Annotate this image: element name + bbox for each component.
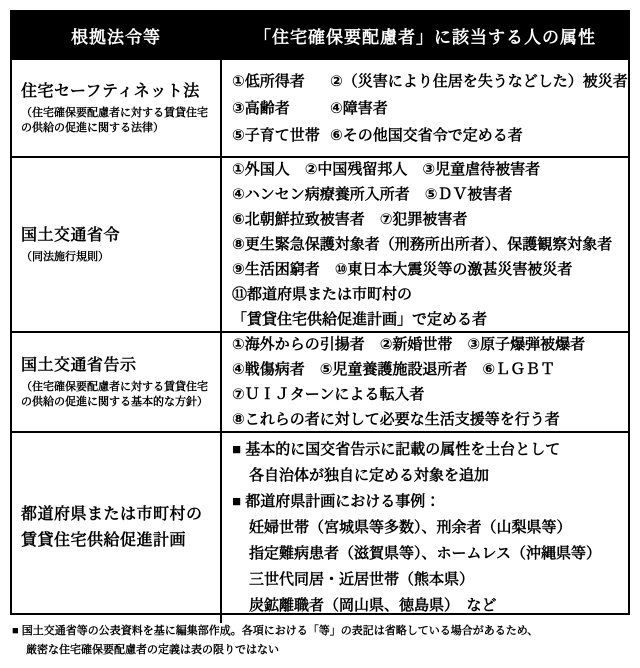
law-subtitle: （同法施行規則）: [21, 250, 109, 263]
attribute-line: ⑥北朝鮮拉致被害者 ⑦犯罪被害者: [232, 211, 468, 228]
attribute-line: ①外国人 ②中国残留邦人 ③児童虐待被害者: [232, 161, 541, 178]
table-row-mlit-notification: [12, 331, 628, 431]
law-cell: [12, 433, 222, 623]
attributes-cell: [222, 333, 628, 431]
attribute-line: 三世代同居・近居世帯（熊本県）: [249, 571, 475, 588]
header-attributes-label: 「住宅確保要配慮者」に該当する人の属性: [254, 27, 596, 47]
table-row-mlit-ordinance: [12, 156, 628, 331]
attribute-line: ①低所得者 ②（災害により住居を失うなどした）被災者: [232, 72, 628, 90]
table-header-row: [12, 12, 628, 58]
law-cell: [12, 158, 222, 331]
attribute-line: ⑦ＵＩＪターンによる転入者: [232, 386, 425, 403]
attributes-cell: [222, 158, 628, 331]
attribute-line: 炭鉱離職者（岡山県、徳島県） など: [249, 597, 497, 614]
header-basis-label: 根拠法令等: [71, 27, 161, 47]
attribute-line: ⑨生活困窮者 ⑩東日本大震災等の激甚災害被災者: [232, 261, 573, 278]
table-row-safety-net-law: [12, 58, 628, 156]
table-row-local-plan: [12, 431, 628, 623]
attribute-line: ④ハンセン病療養所入所者 ⑤ＤＶ被害者: [232, 186, 513, 203]
attribute-line-bullet: ■ 基本的に国交省告示に記載の属性を土台として: [232, 441, 561, 458]
attribute-line: ④戦傷病者 ⑤児童養護施設退所者 ⑥ＬＧＢＴ: [232, 361, 556, 378]
attributes-cell: [222, 60, 634, 156]
header-cell-attributes: [222, 12, 628, 58]
attribute-line: 各自治体が独自に定める対象を追加: [249, 467, 490, 484]
law-cell: [12, 60, 222, 156]
law-title: 国土交通省告示: [21, 356, 137, 374]
header-cell-basis: [12, 12, 222, 58]
law-title: 都道府県または市町村の賃貸住宅供給促進計画: [21, 506, 203, 549]
footnote-line-2: 厳密な住宅確保要配慮者の定義は表の限りではない: [26, 644, 279, 656]
law-subtitle: （住宅確保要配慮者に対する賃貸住宅の供給の促進に関する基本的な方針）: [21, 380, 208, 408]
attribute-line-bullet: ■ 都道府県計画における事例：: [232, 493, 441, 510]
housing-consideration-table: [10, 10, 630, 615]
attribute-line: 「賃貸住宅供給促進計画」で定める者: [232, 311, 488, 328]
attribute-line: ①海外からの引揚者 ②新婚世帯 ③原子爆弾被爆者: [232, 336, 586, 353]
law-title: 住宅セーフティネット法: [21, 82, 200, 100]
attribute-line: ⑧これらの者に対して必要な生活支援等を行う者: [232, 411, 560, 428]
footnote-line-1: ■ 国土交通省等の公表資料を基に編集部作成。各項における「等」の表記は省略している場合があるため、: [12, 625, 539, 637]
attribute-line: 指定難病患者（滋賀県等）、ホームレス（沖縄県等）: [249, 545, 602, 562]
attribute-line: ③高齢者 ④障害者: [232, 99, 388, 117]
attribute-line: ⑪都道府県または市町村の: [232, 286, 413, 303]
law-title: 国土交通省令: [21, 226, 121, 244]
attributes-cell: [222, 433, 628, 623]
attribute-line: 妊婦世帯（宮城県等多数）、刑余者（山梨県等）: [249, 519, 572, 536]
law-subtitle: （住宅確保要配慮者に対する賃貸住宅の供給の促進に関する法律）: [21, 106, 208, 134]
attribute-line: ⑧更生緊急保護対象者（刑務所出所者）、保護観察対象者: [232, 236, 613, 253]
source-footnote: [12, 622, 628, 660]
law-cell: [12, 333, 222, 431]
attribute-line: ⑤子育て世帯 ⑥その他国交省令で定める者: [232, 126, 523, 144]
